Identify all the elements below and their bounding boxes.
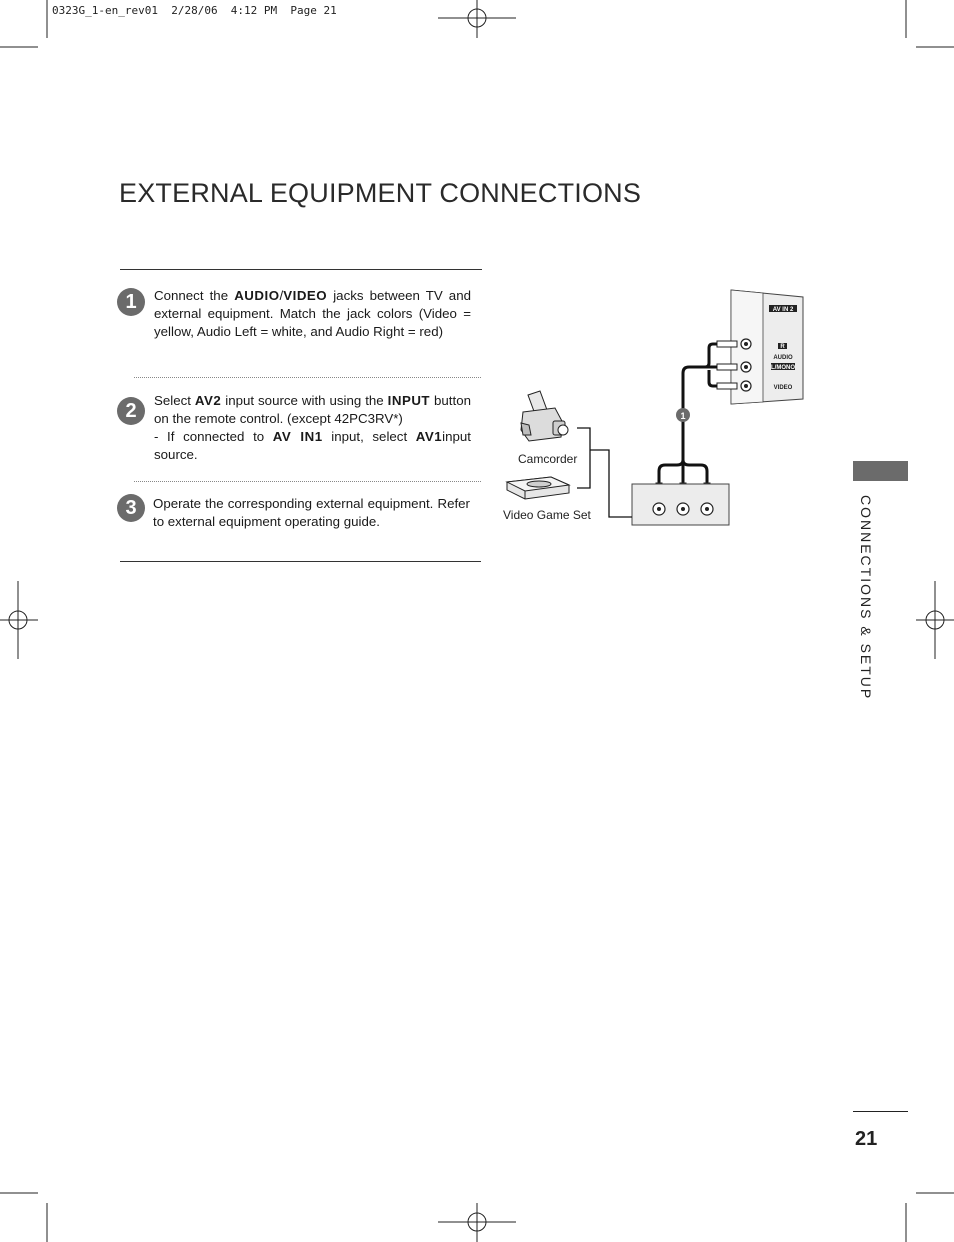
step-1-audio-kw: AUDIO xyxy=(234,288,280,303)
panel-r: R xyxy=(780,344,785,350)
camcorder-icon xyxy=(521,391,568,441)
step-1-number: 1 xyxy=(117,288,145,316)
page-number-rule xyxy=(853,1111,908,1112)
panel-title: AV IN 2 xyxy=(772,307,794,313)
divider-2 xyxy=(134,481,481,482)
print-slug: 0323G_1-en_rev01 2/28/06 4:12 PM Page 21 xyxy=(52,4,337,17)
step-3-text: Operate the corresponding external equipment. Refer to external equipment operating guide. xyxy=(153,496,470,529)
step-2-text xyxy=(154,392,471,464)
step-1-text-b: jacks between TV and external equipment. Match the jack colors (Video = yellow, Audio Left = white, and Audio Right = red) xyxy=(154,288,471,339)
step-1-text xyxy=(154,287,471,341)
page-number: 21 xyxy=(855,1128,878,1150)
camcorder-label: Camcorder xyxy=(518,452,578,466)
step-2-text-d: - If connected to xyxy=(154,429,273,444)
step-2-text-f: input source. xyxy=(154,429,471,462)
step-2-text-a: Select xyxy=(154,393,195,408)
bottom-rule xyxy=(120,561,481,562)
step-2-input-kw: INPUT xyxy=(387,393,431,408)
step-3-number: 3 xyxy=(117,494,145,522)
step-1-sep: / xyxy=(279,288,284,303)
panel-audio: AUDIO xyxy=(773,355,793,361)
step-2-avin1-kw: AV IN1 xyxy=(272,429,323,444)
step-2-av1-kw: AV1 xyxy=(415,429,443,444)
section-label: CONNECTIONS & SETUP xyxy=(858,495,874,701)
step-2-number: 2 xyxy=(117,397,145,425)
step-1-text-a: Connect the xyxy=(154,288,235,303)
tv-side-panel xyxy=(731,290,803,404)
game-label: Video Game Set xyxy=(503,508,591,522)
video-game-icon xyxy=(507,477,569,499)
step-2-text-c: button on the remote control. (except 42PC3RV*) xyxy=(154,393,471,426)
step-2-text-b: input source with using the xyxy=(221,393,388,408)
callout-number: 1 xyxy=(680,411,686,421)
top-rule xyxy=(120,269,482,270)
step-1-video-kw: VIDEO xyxy=(283,288,328,303)
page-title: EXTERNAL EQUIPMENT CONNECTIONS xyxy=(119,178,642,208)
equipment-output-box xyxy=(632,484,729,525)
panel-lmono: L/MONO xyxy=(771,365,795,371)
step-2-text-e: input, select xyxy=(322,429,416,444)
panel-video: VIDEO xyxy=(773,385,793,391)
section-tab xyxy=(853,461,908,481)
connection-diagram xyxy=(495,285,815,530)
divider-1 xyxy=(134,377,481,378)
step-2-av2-kw: AV2 xyxy=(194,393,222,408)
